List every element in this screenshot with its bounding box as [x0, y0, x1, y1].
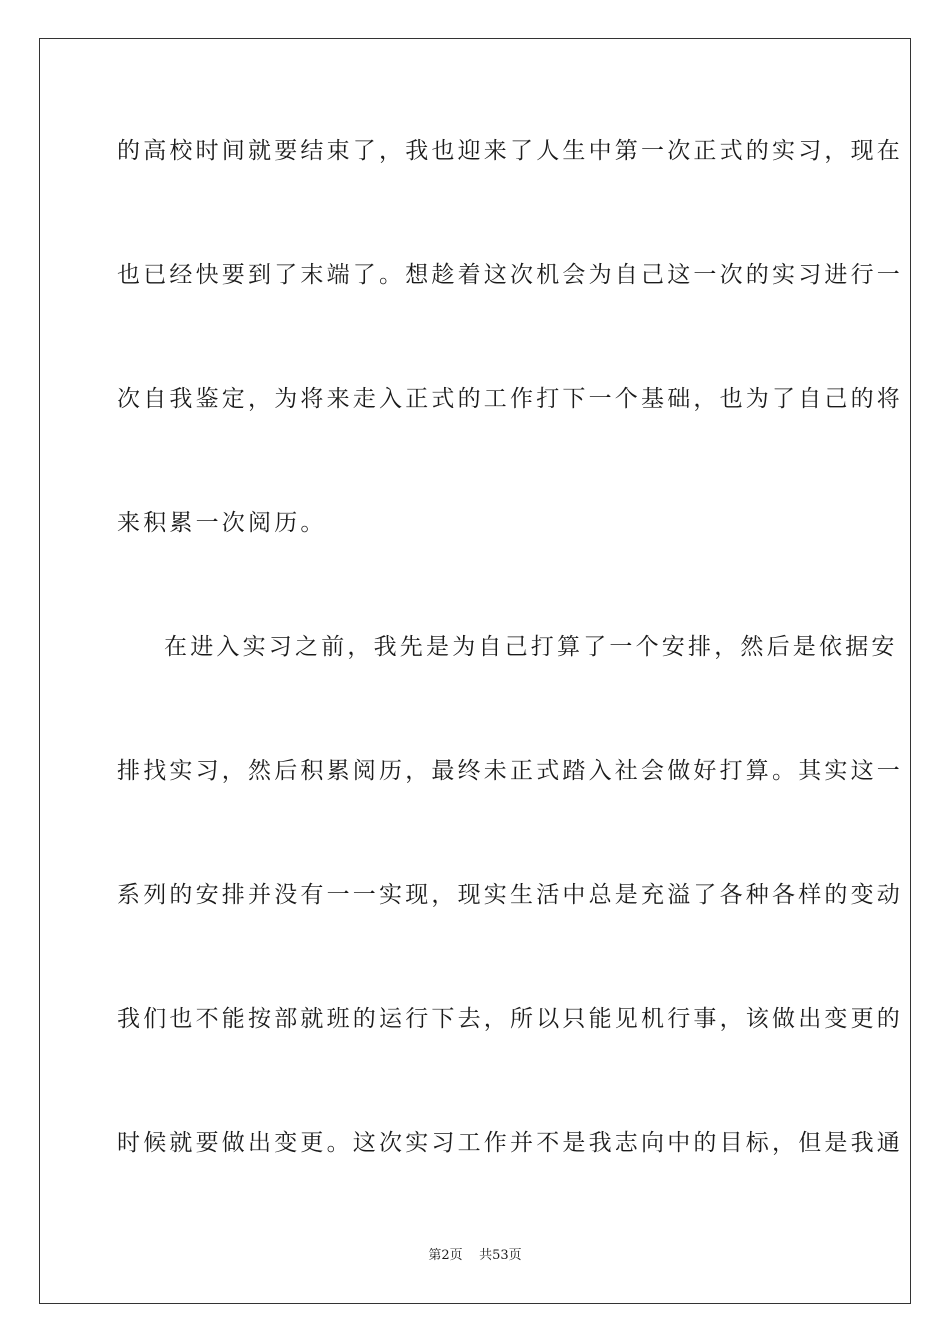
text-line-9: 时候就要做出变更。这次实习工作并不是我志向中的目标，但是我通 [117, 1130, 903, 1156]
text-line-6: 排找实习，然后积累阅历，最终未正式踏入社会做好打算。其实这一 [117, 758, 903, 784]
text-line-8: 我们也不能按部就班的运行下去，所以只能见机行事，该做出变更的 [117, 1006, 903, 1032]
text-line-1: 的高校时间就要结束了，我也迎来了人生中第一次正式的实习，现在 [117, 138, 903, 164]
page-total: 共53页 [479, 1248, 522, 1263]
text-line-7: 系列的安排并没有一一实现，现实生活中总是充溢了各种各样的变动 [117, 882, 903, 908]
page-footer [0, 1247, 950, 1265]
text-line-3: 次自我鉴定，为将来走入正式的工作打下一个基础，也为了自己的将 [117, 386, 903, 412]
page-number: 第2页 [428, 1248, 463, 1263]
text-line-5-paragraph-start: 在进入实习之前，我先是为自己打算了一个安排，然后是依据安 [164, 634, 898, 660]
text-line-4: 来积累一次阅历。 [117, 510, 327, 536]
text-line-2: 也已经快要到了末端了。想趁着这次机会为自己这一次的实习进行一 [117, 262, 903, 288]
page-border [39, 38, 911, 1304]
